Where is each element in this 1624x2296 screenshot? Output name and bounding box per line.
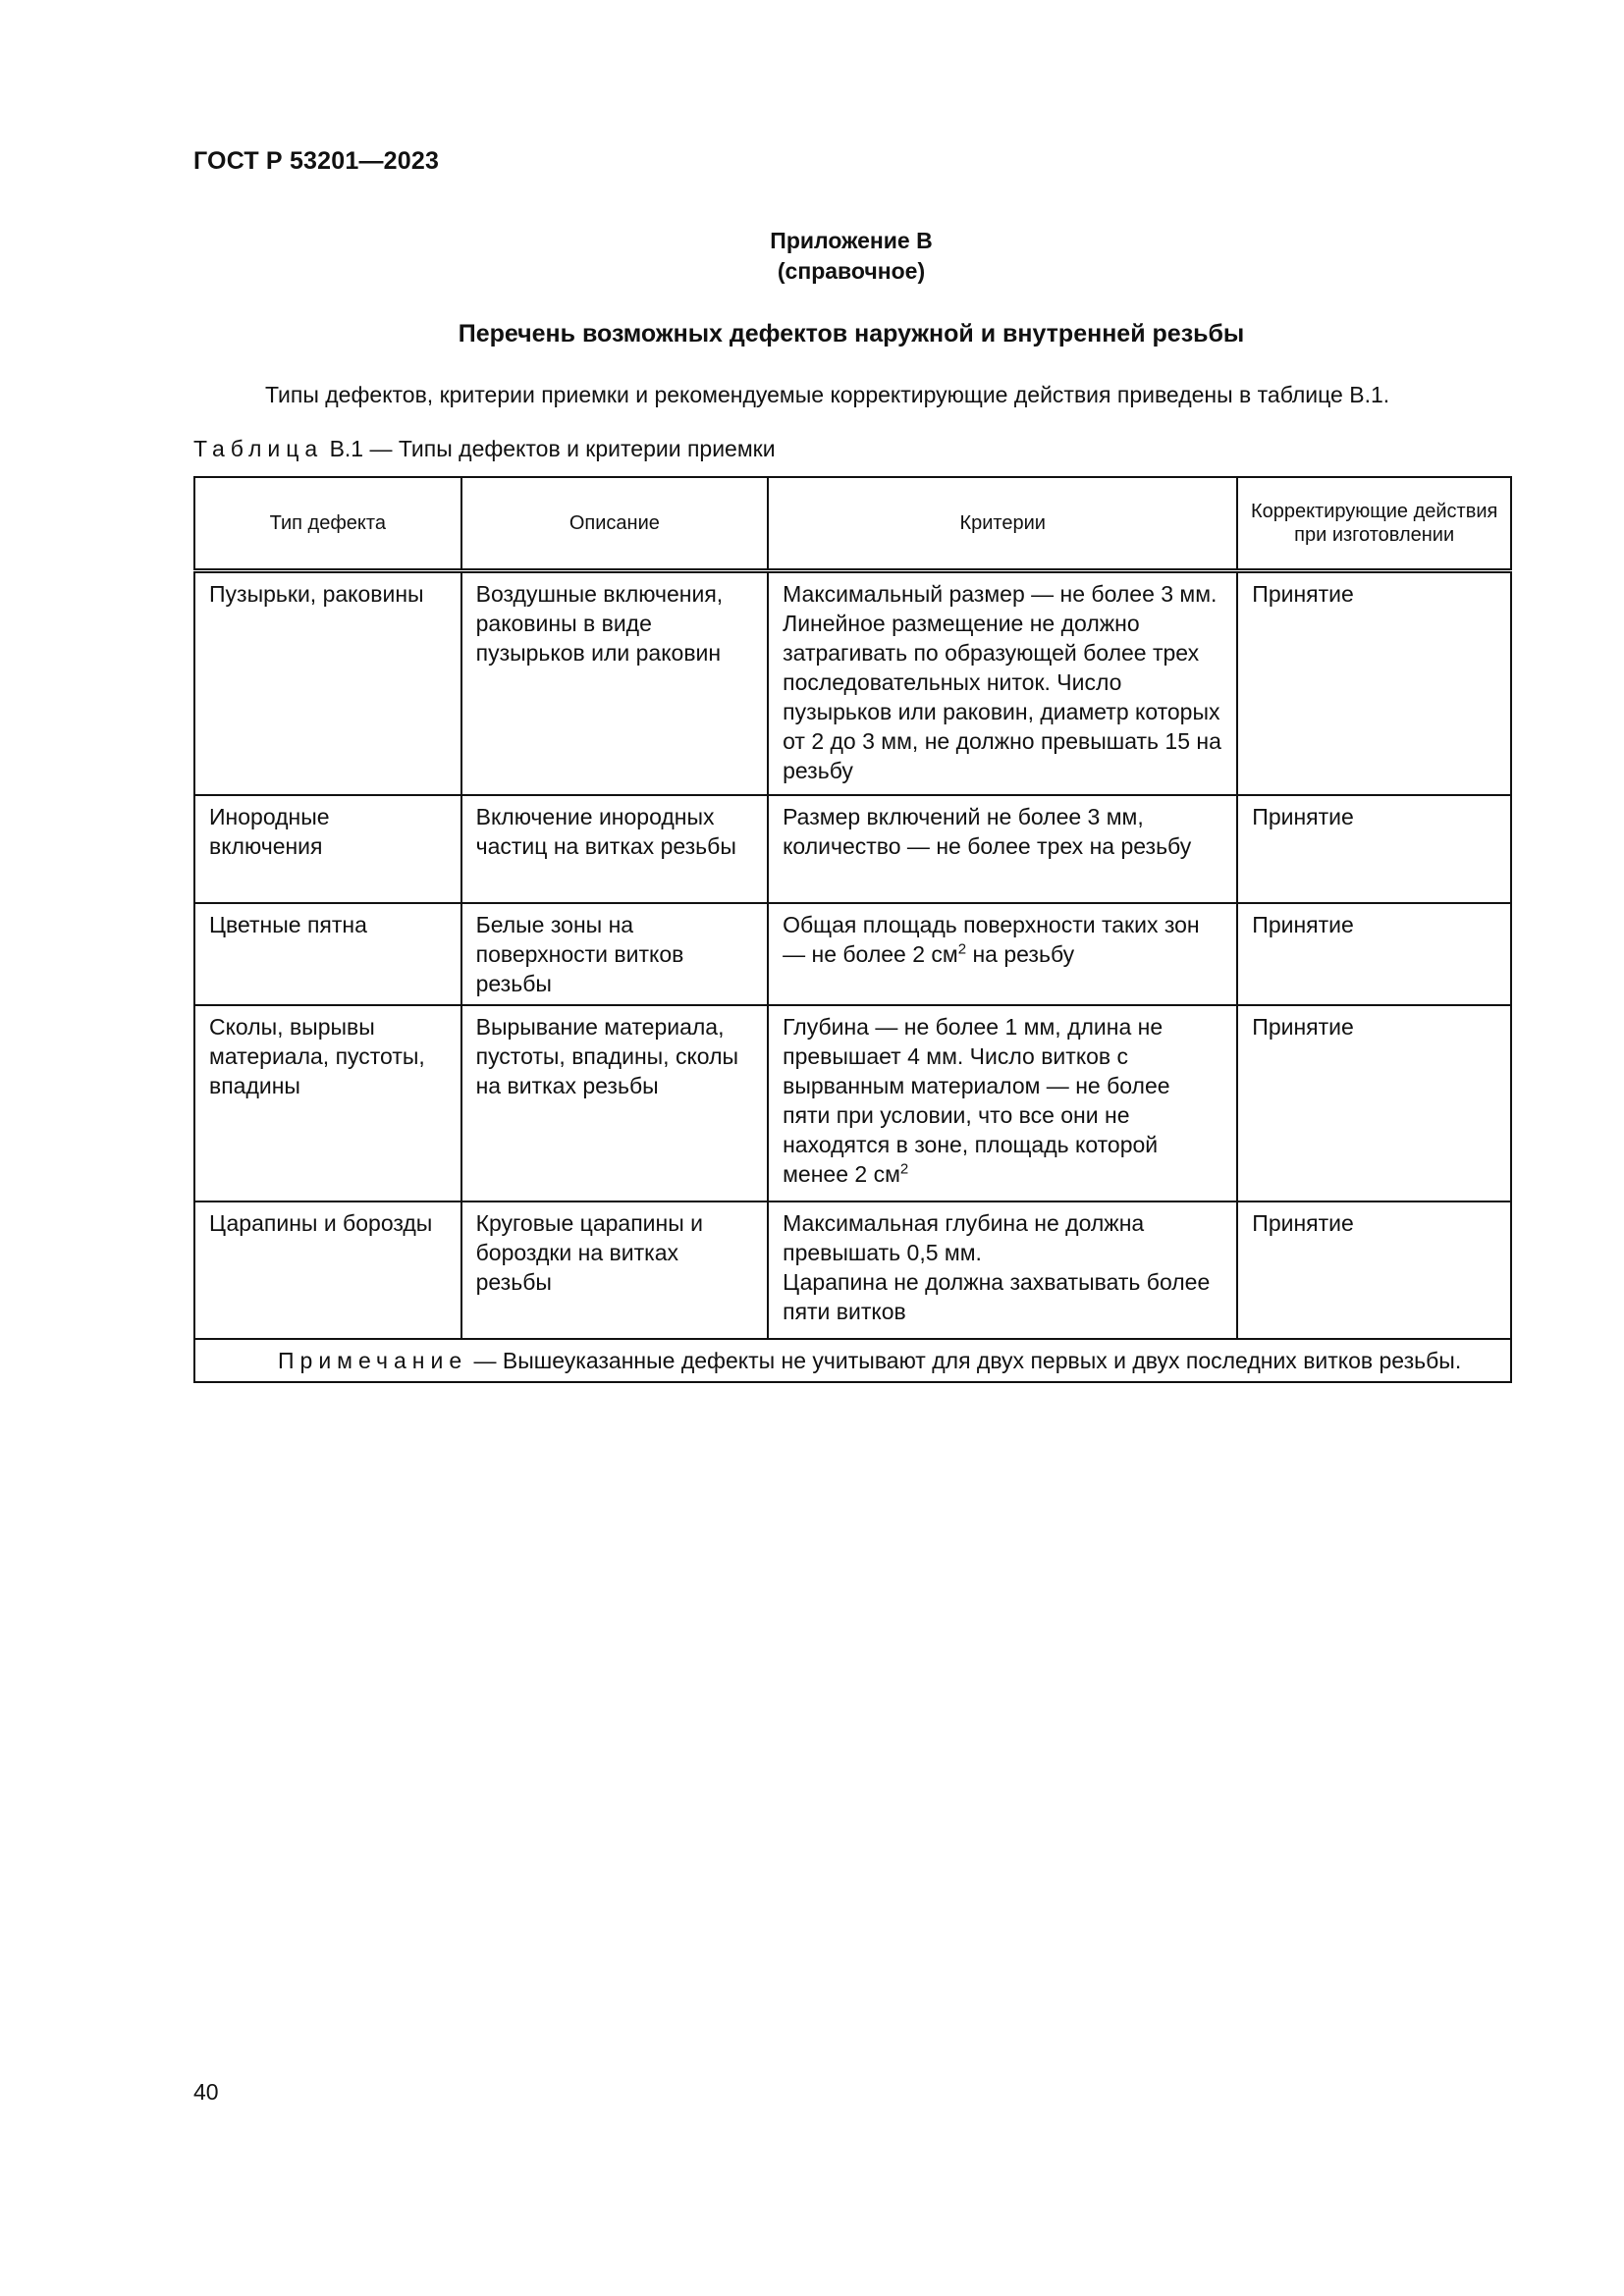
criteria-text: Глубина — не более 1 мм, длина не превышает 4 мм. Число витков с вырванным материалом — не более пяти при условии, что все они не находятся в зоне, площадь которой менее 2 см — [783, 1013, 1170, 1187]
table-note-row — [194, 1339, 1511, 1382]
cell-description: Включение инородных частиц на витках резьбы — [461, 795, 769, 903]
criteria-line: Царапина не должна захватывать более пяти витков — [783, 1268, 1211, 1324]
cell-action: Принятие — [1237, 1005, 1511, 1201]
header-criteria: Критерии — [768, 477, 1237, 571]
table-row — [194, 1201, 1511, 1339]
table-row — [194, 1005, 1511, 1201]
cell-defect-type: Пузырьки, раковины — [194, 571, 461, 795]
header-description: Описание — [461, 477, 769, 571]
cell-criteria: Максимальный размер — не более 3 мм. Линейное размещение не должно затрагивать по образующей более трех последовательных ниток. Число пузырьков или раковин, диаметр которых от 2 до 3 мм, не должно превышать 15 на резьбу — [768, 571, 1237, 795]
cell-action: Принятие — [1237, 795, 1511, 903]
cell-defect-type: Цветные пятна — [194, 903, 461, 1005]
header-corrective-actions: Корректирующие действия при изготовлении — [1237, 477, 1511, 571]
criteria-line: Максимальная глубина не должна превышать 0,5 мм. — [783, 1209, 1145, 1265]
section-title: Перечень возможных дефектов наружной и внутренней резьбы — [458, 320, 1245, 347]
cell-action: Принятие — [1237, 1201, 1511, 1339]
cell-action: Принятие — [1237, 903, 1511, 1005]
cell-defect-type: Сколы, вырывы материала, пустоты, впадины — [194, 1005, 461, 1201]
table-header-row — [194, 477, 1511, 571]
document-code: ГОСТ Р 53201—2023 — [193, 147, 440, 175]
cell-defect-type: Инородные включения — [194, 795, 461, 903]
cell-criteria — [768, 903, 1237, 1005]
cell-criteria — [768, 1005, 1237, 1201]
appendix-subtitle: (справочное) — [777, 258, 926, 284]
appendix-title: Приложение В — [770, 228, 933, 253]
cell-description: Воздушные включения, раковины в виде пузырьков или раковин — [461, 571, 769, 795]
table-caption-label: Таблица — [193, 436, 324, 461]
cell-action: Принятие — [1237, 571, 1511, 795]
intro-paragraph: Типы дефектов, критерии приемки и рекомендуемые корректирующие действия приведены в таблице В.1. — [265, 382, 1390, 407]
table-row — [194, 571, 1511, 795]
cell-criteria: Размер включений не более 3 мм, количество — не более трех на резьбу — [768, 795, 1237, 903]
cell-defect-type: Царапины и борозды — [194, 1201, 461, 1339]
superscript: 2 — [899, 1159, 909, 1177]
defects-table — [193, 476, 1512, 1383]
table-caption — [193, 436, 776, 462]
header-defect-type: Тип дефекта — [194, 477, 461, 571]
cell-description: Круговые царапины и бороздки на витках резьбы — [461, 1201, 769, 1339]
note-text: — Вышеуказанные дефекты не учитывают для двух первых и двух последних витков резьбы. — [467, 1347, 1462, 1373]
note-label: Примечание — [278, 1347, 468, 1373]
cell-description: Вырывание материала, пустоты, впадины, сколы на витках резьбы — [461, 1005, 769, 1201]
criteria-text: Общая площадь поверхности таких зон — не более 2 см — [783, 911, 1200, 967]
table-row — [194, 903, 1511, 1005]
superscript: 2 — [957, 939, 967, 957]
table-caption-text: В.1 — Типы дефектов и критерии приемки — [329, 436, 776, 461]
cell-criteria — [768, 1201, 1237, 1339]
page-number: 40 — [193, 2079, 219, 2105]
table-note — [194, 1339, 1511, 1382]
table-row — [194, 795, 1511, 903]
appendix-heading — [0, 226, 1624, 287]
cell-description: Белые зоны на поверхности витков резьбы — [461, 903, 769, 1005]
criteria-text: на резьбу — [966, 940, 1075, 967]
